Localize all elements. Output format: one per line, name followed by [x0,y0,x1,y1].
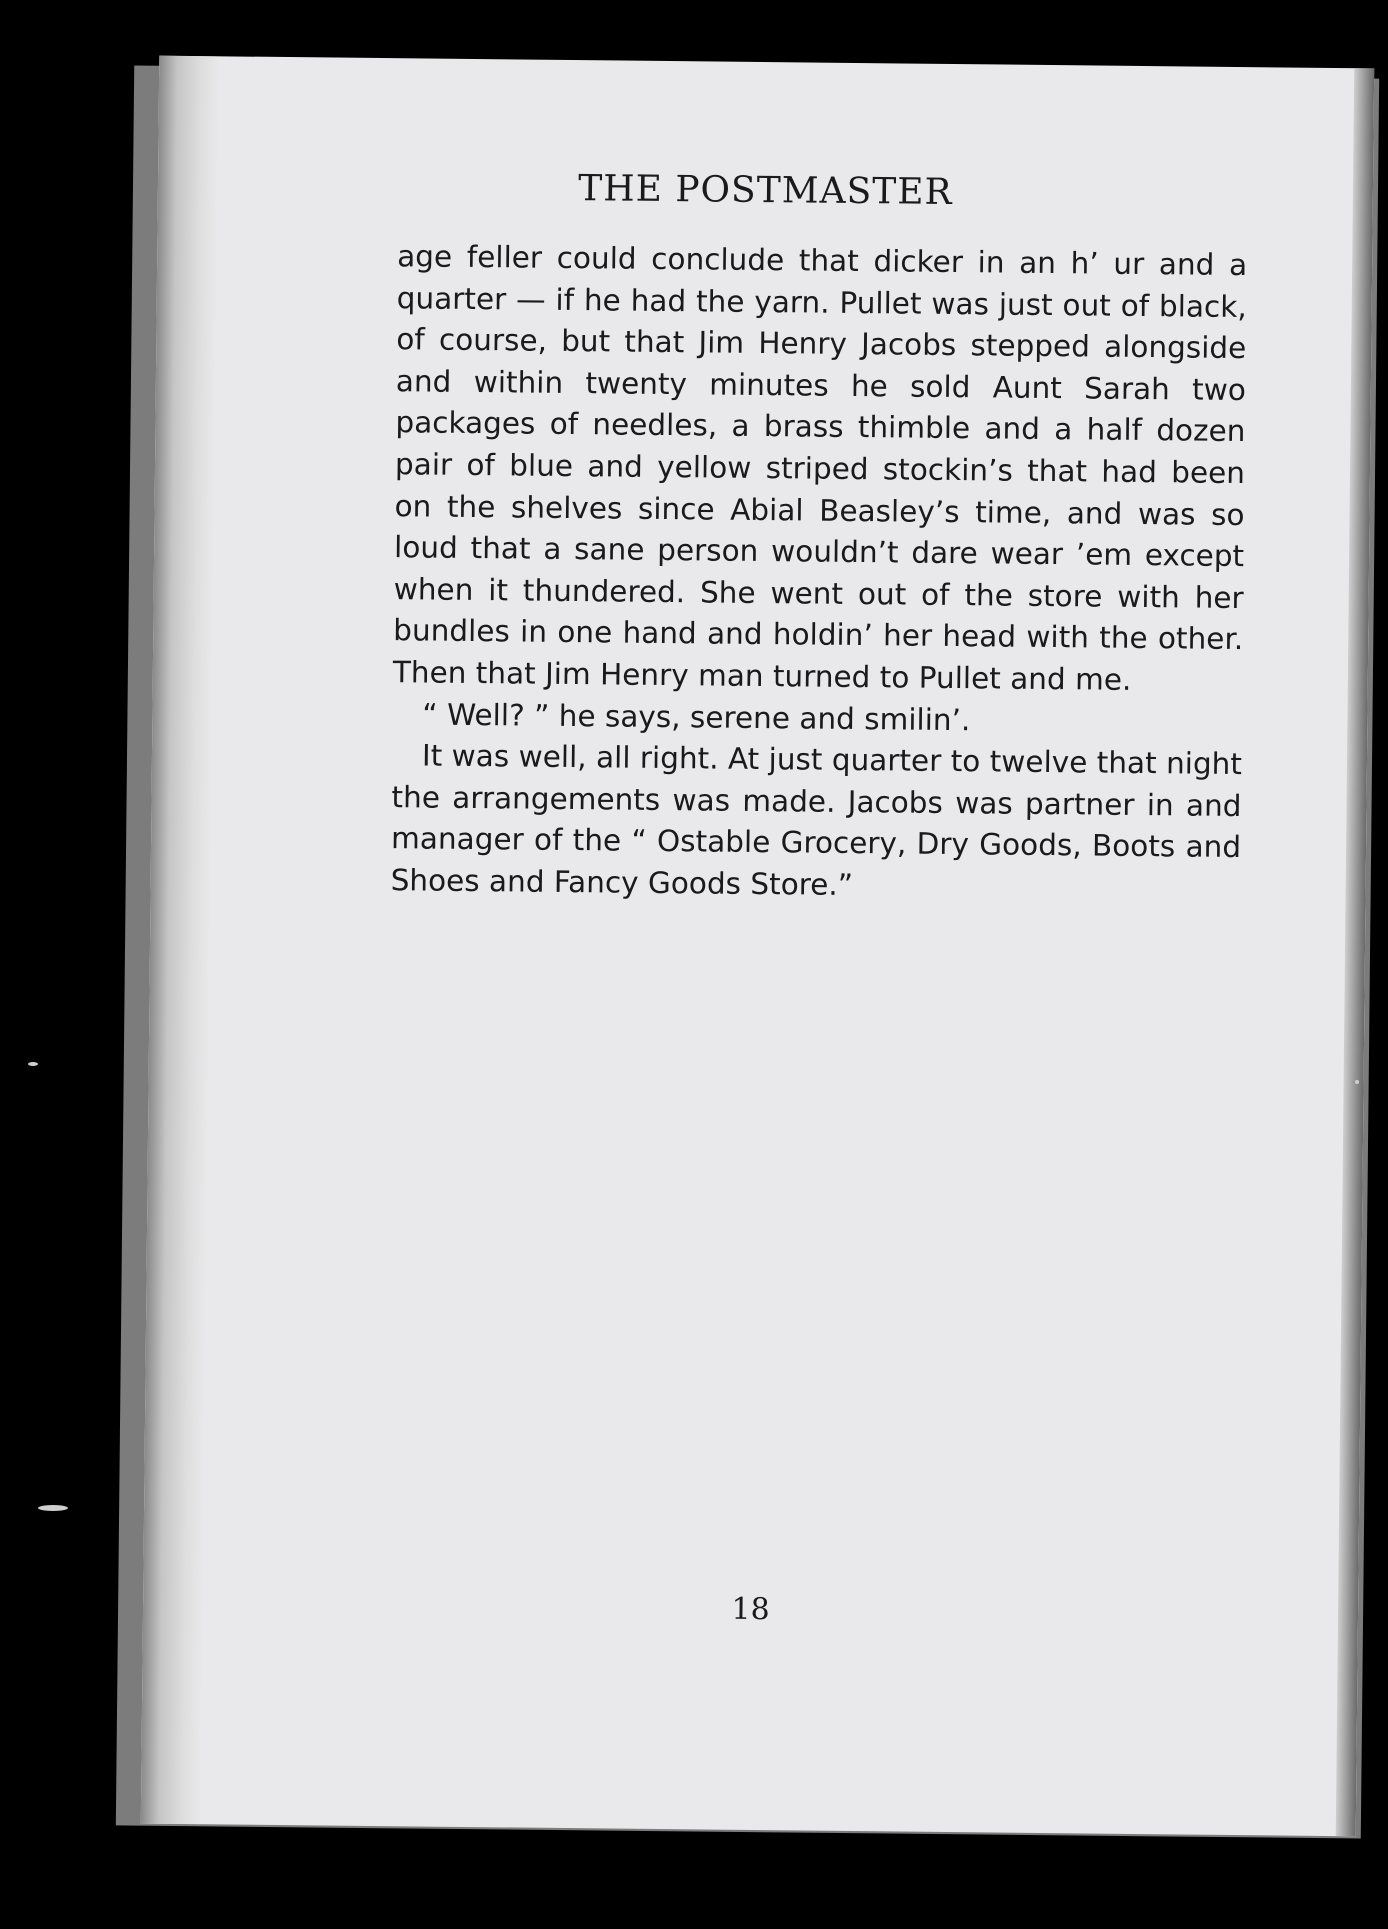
scan-speck [1355,1080,1359,1084]
scan-speck [38,1505,68,1511]
scan-speck [28,1062,38,1066]
paragraph-3: It was well, all right. At just quarter to twelve that night the arrangements was made. Jacobs was partner in and manager of the “ Ostable Grocery, Dry Goods, Boots and Shoes and Fancy Goods Store.” [390,738,1243,902]
running-head: THE POSTMASTER [577,168,953,214]
paragraph-2: “ Well? ” he says, serene and smilin’. [422,697,971,737]
paragraph-1: age feller could conclude that dicker in an h’ ur and a quarter — if he had the yarn. Pullet was just out of black, of course, but that Jim Henry Jacobs stepped alongside and within twenty minutes he sold Aunt Sarah two packages of needles, a brass thimble and a half dozen pair of blue and yellow striped stockin’s that had been on the shelves since Abial Beasley’s time, and was so loud that a sane person wouldn’t dare wear ’em except when it thundered. She went out of the store with her bundles in one hand and holdin’ her head with the other. Then that Jim Henry man turned to Pullet and me. [392,239,1248,697]
body-text [390,236,1247,910]
book-page [141,56,1374,1837]
page-number: 18 [731,1591,770,1628]
